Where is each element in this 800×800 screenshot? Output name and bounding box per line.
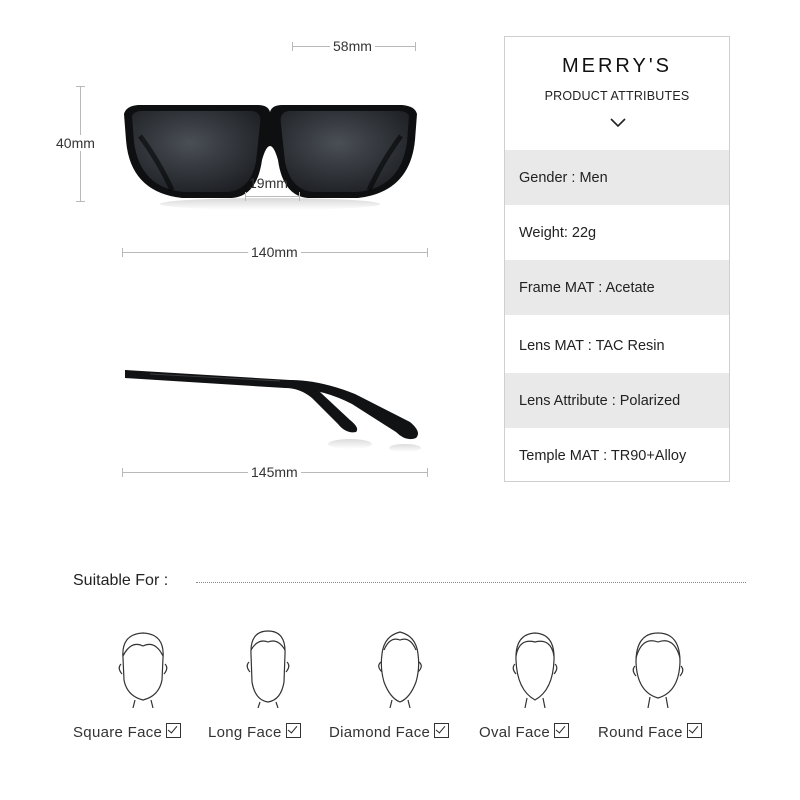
lens-width-label: 58mm — [330, 38, 375, 54]
frame-width-label: 140mm — [248, 244, 301, 260]
square-face-option: Square Face — [73, 723, 181, 741]
oval-face-option: Oval Face — [479, 723, 569, 741]
glasses-front-image — [118, 100, 423, 215]
round-face-icon — [628, 628, 688, 708]
checkmark-icon — [554, 723, 569, 738]
round-face-option: Round Face — [598, 723, 702, 741]
diamond-face-option: Diamond Face — [329, 723, 449, 741]
oval-face-icon — [505, 628, 565, 708]
long-face-option: Long Face — [208, 723, 301, 741]
diamond-face-icon — [370, 628, 430, 708]
checkmark-icon — [434, 723, 449, 738]
checkmark-icon — [166, 723, 181, 738]
panel-subtitle: PRODUCT ATTRIBUTES — [544, 89, 690, 103]
long-face-icon — [238, 628, 298, 708]
lens-height-label: 40mm — [53, 135, 98, 151]
attribute-row-gender: Gender : Men — [505, 150, 729, 205]
square-face-icon — [113, 628, 173, 708]
glasses-side-image — [120, 362, 425, 457]
temple-length-label: 145mm — [248, 464, 301, 480]
bridge-line — [245, 196, 300, 197]
chevron-down-icon — [609, 117, 627, 129]
bridge-label: 19mm — [249, 175, 288, 191]
attribute-row-weight: Weight: 22g — [519, 224, 597, 241]
attribute-row-lens-material: Lens MAT : TAC Resin — [519, 337, 665, 354]
checkmark-icon — [286, 723, 301, 738]
product-attributes-panel — [504, 36, 730, 482]
attribute-row-lens-attribute: Lens Attribute : Polarized — [505, 373, 729, 428]
attribute-row-temple-material: Temple MAT : TR90+Alloy — [519, 447, 687, 464]
suitable-for-heading: Suitable For : — [73, 572, 169, 589]
brand-logo: MERRY'S — [561, 55, 673, 77]
checkmark-icon — [687, 723, 702, 738]
attribute-row-frame-material: Frame MAT : Acetate — [505, 260, 729, 315]
dotted-divider — [196, 582, 746, 583]
